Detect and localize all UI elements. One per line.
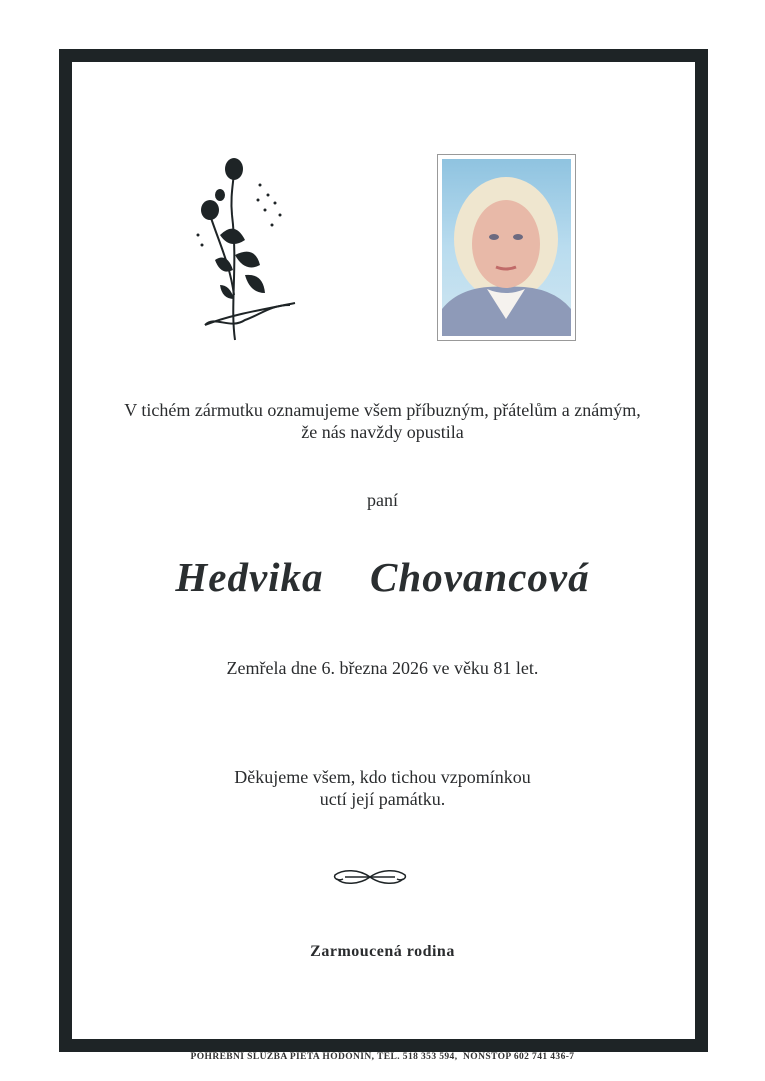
rose-bouquet-illustration (190, 155, 305, 350)
thanks-line-2: uctí její památku. (319, 789, 446, 809)
thanks-line-1: Děkujeme všem, kdo tichou vzpomínkou (234, 767, 531, 787)
signature: Zarmoucená rodina (310, 943, 455, 960)
ornament-divider (331, 867, 409, 887)
deceased-name: Hedvika Chovancová (175, 554, 590, 600)
funeral-service-footer: POHŘEBNÍ SLUŽBA PIETA HODONÍN, TEL. 518 353 594, NONSTOP 602 741 436-7 (190, 1052, 575, 1062)
title: paní (367, 490, 398, 510)
intro-line-2: že nás navždy opustila (301, 422, 464, 442)
intro-line-1: V tichém zármutku oznamujeme všem příbuzným, přátelům a známým, (124, 400, 641, 420)
portrait-photo (442, 159, 571, 336)
mourning-border (59, 49, 708, 1052)
portrait-photo-frame (437, 154, 576, 341)
death-info: Zemřela dne 6. března 2026 ve věku 81 let. (226, 658, 539, 678)
